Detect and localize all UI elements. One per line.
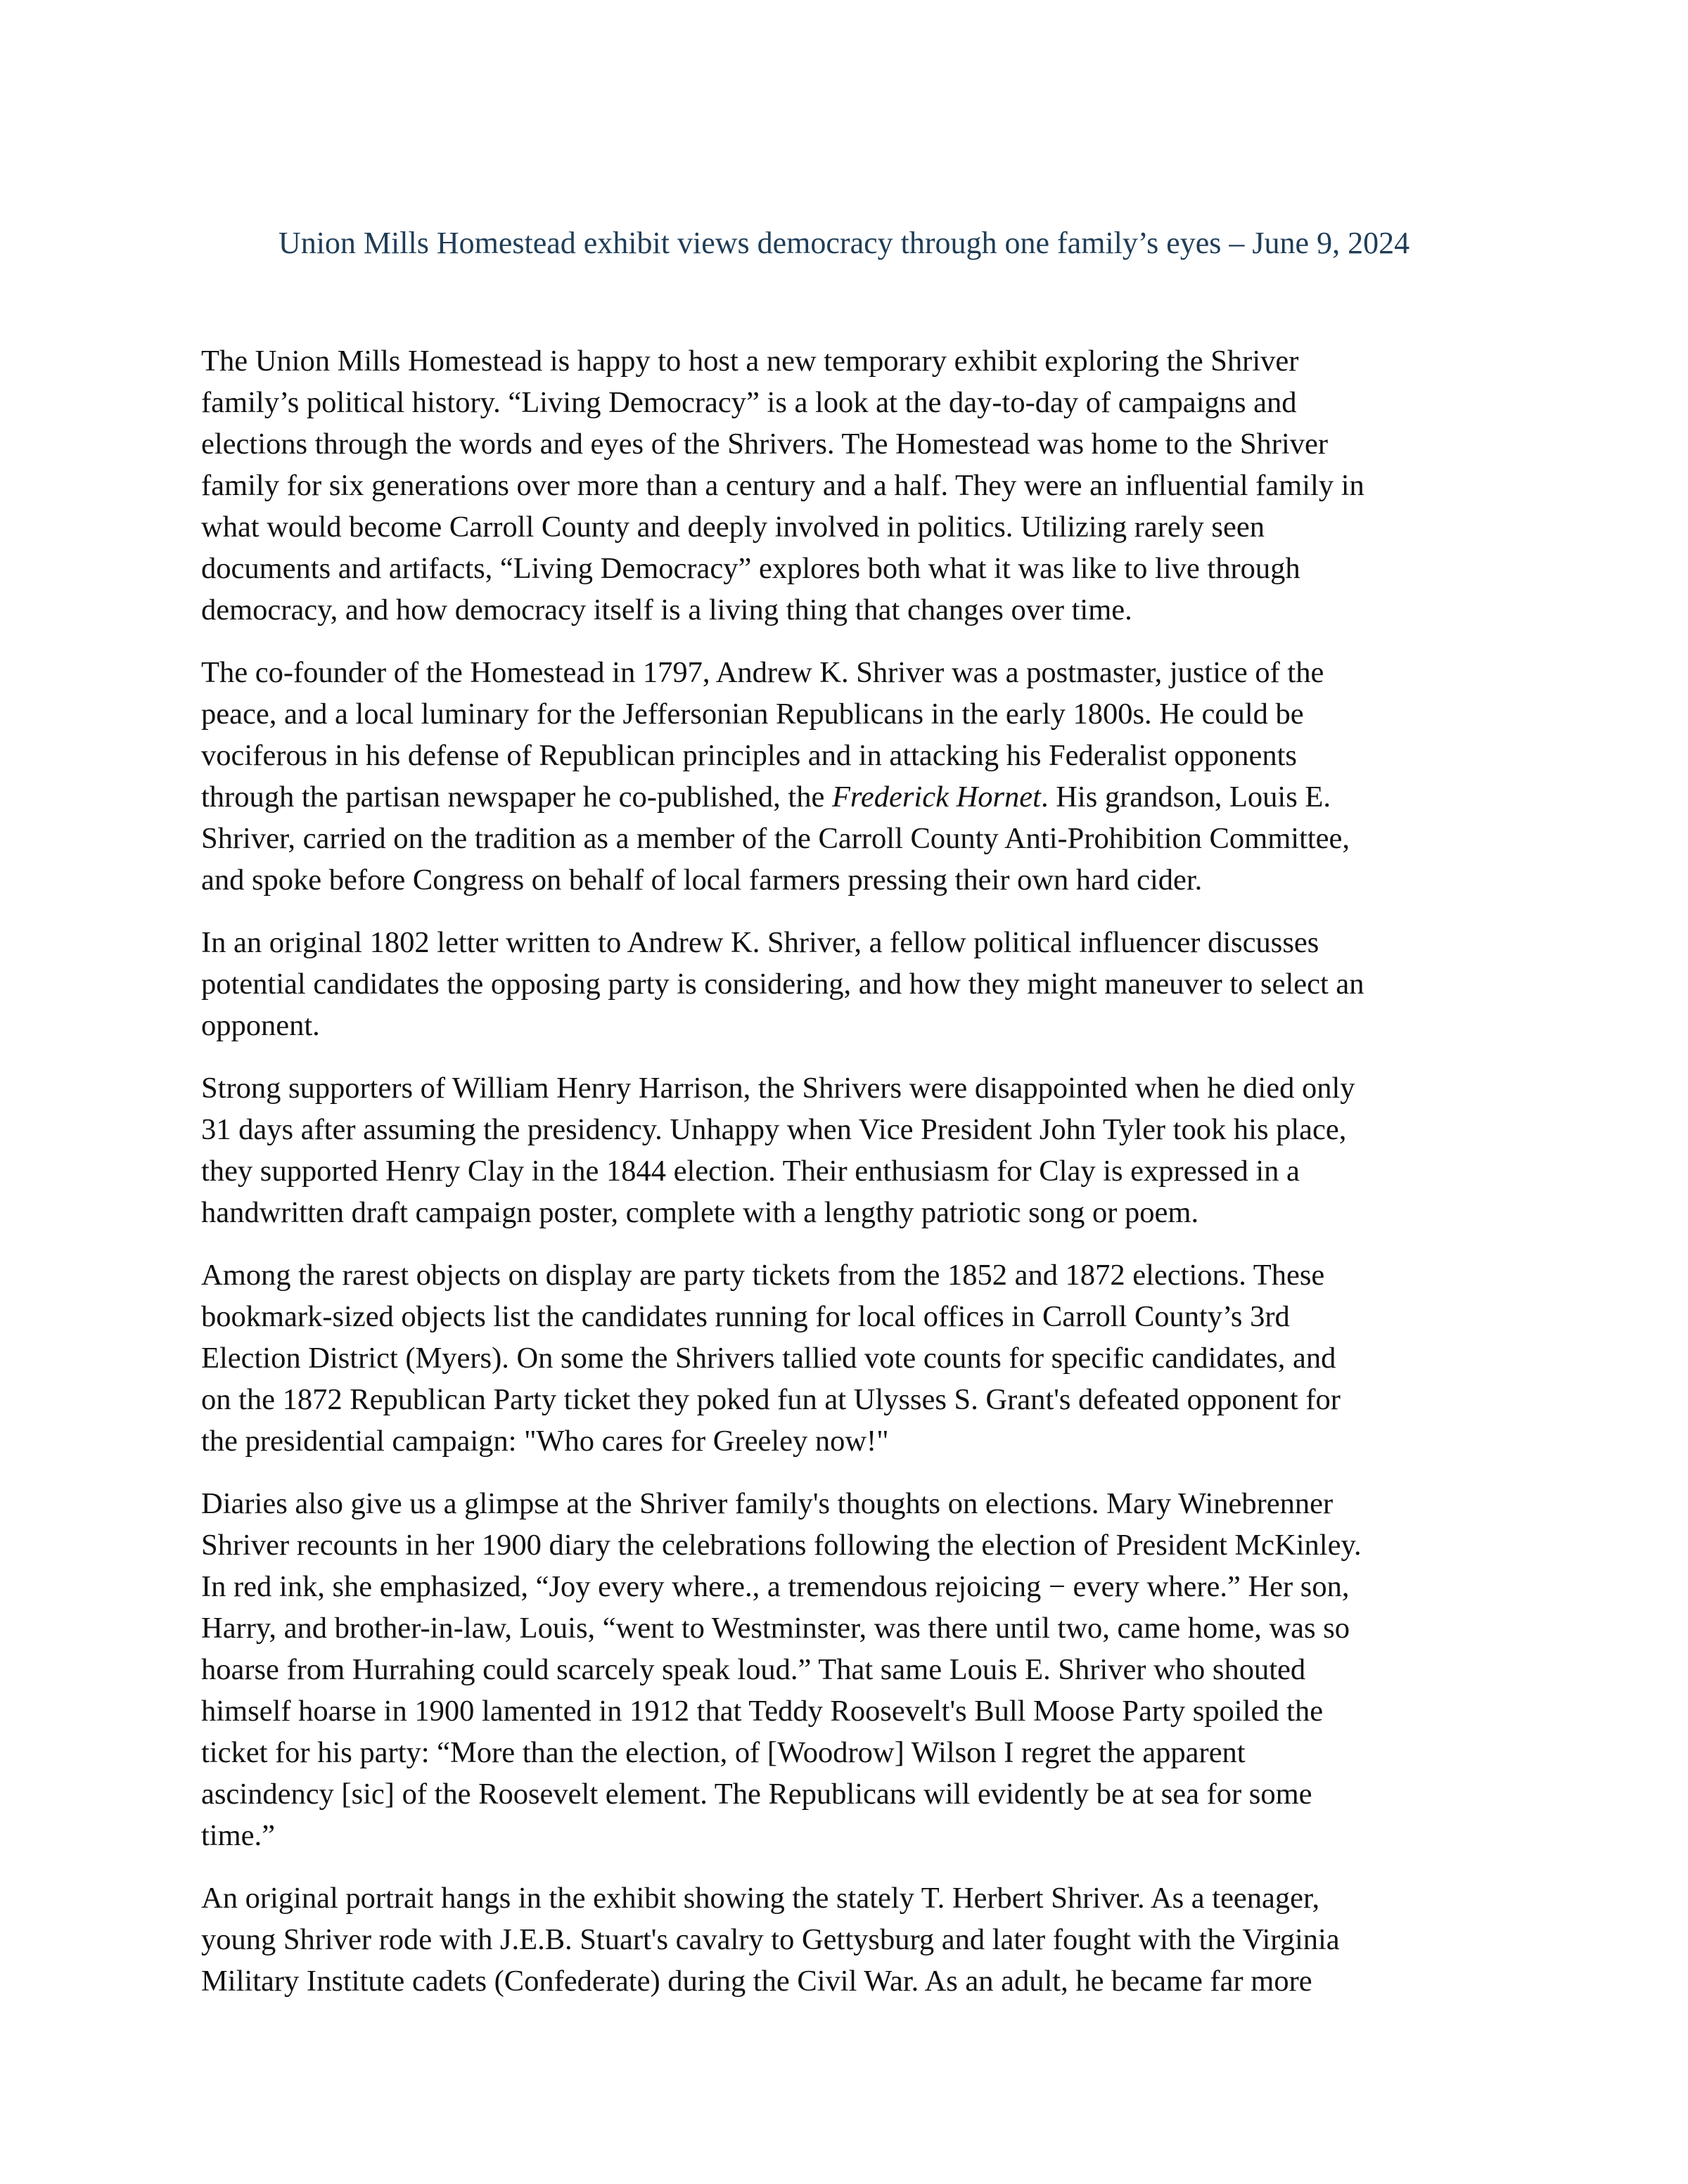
text-line: ticket for his party: “More than the election, of [Woodrow] Wilson I regret the apparent [201, 1736, 1246, 1769]
text-line: Election District (Myers). On some the Shrivers tallied vote counts for specific candidates, and [201, 1342, 1336, 1375]
text-segment: . His grandson, Louis E. [1040, 781, 1331, 814]
text-line: potential candidates the opposing party is considering, and how they might maneuver to select an [201, 968, 1364, 1001]
text-line: Among the rarest objects on display are party tickets from the 1852 and 1872 elections. These [201, 1259, 1325, 1292]
text-line: An original portrait hangs in the exhibit showing the stately T. Herbert Shriver. As a teenager, [201, 1882, 1320, 1915]
text-line: himself hoarse in 1900 lamented in 1912 that Teddy Roosevelt's Bull Moose Party spoiled the [201, 1695, 1324, 1728]
text-line: peace, and a local luminary for the Jeffersonian Republicans in the early 1800s. He could be [201, 698, 1304, 731]
paragraph-party-tickets [201, 1254, 1502, 1462]
text-line: on the 1872 Republican Party ticket they poked fun at Ulysses S. Grant's defeated opponent for [201, 1383, 1341, 1416]
text-line [201, 776, 1502, 818]
text-line: family’s political history. “Living Democracy” is a look at the day-to-day of campaigns and [201, 386, 1297, 419]
text-line: Strong supporters of William Henry Harrison, the Shrivers were disappointed when he died only [201, 1072, 1355, 1105]
article-body [201, 340, 1502, 2023]
paragraph-portrait [201, 1877, 1502, 2002]
text-line: ascindency [sic] of the Roosevelt element. The Republicans will evidently be at sea for some [201, 1778, 1312, 1811]
paragraph-intro [201, 340, 1502, 631]
text-line: the presidential campaign: "Who cares for Greeley now!" [201, 1425, 889, 1458]
text-line: bookmark-sized objects list the candidates running for local offices in Carroll County’s 3rd [201, 1300, 1290, 1333]
paragraph-diaries [201, 1483, 1502, 1856]
newspaper-title: Frederick Hornet [831, 781, 1041, 814]
text-line: Harry, and brother-in-law, Louis, “went to Westminster, was there until two, came home, was so [201, 1612, 1350, 1645]
paragraph-harrison-clay [201, 1067, 1502, 1233]
text-line: handwritten draft campaign poster, complete with a lengthy patriotic song or poem. [201, 1196, 1199, 1229]
text-line: family for six generations over more than a century and a half. They were an influential family in [201, 469, 1364, 502]
text-line: The co-founder of the Homestead in 1797, Andrew K. Shriver was a postmaster, justice of the [201, 656, 1324, 689]
text-line: Military Institute cadets (Confederate) during the Civil War. As an adult, he became far more [201, 1965, 1312, 1998]
paragraph-andrew-shriver [201, 652, 1502, 901]
text-line: democracy, and how democracy itself is a living thing that changes over time. [201, 593, 1132, 627]
text-line: documents and artifacts, “Living Democracy” explores both what it was like to live through [201, 552, 1300, 585]
text-line: young Shriver rode with J.E.B. Stuart's cavalry to Gettysburg and later fought with the Virginia [201, 1923, 1340, 1956]
text-line: Diaries also give us a glimpse at the Shriver family's thoughts on elections. Mary Winebrenner [201, 1487, 1334, 1520]
text-line: In an original 1802 letter written to Andrew K. Shriver, a fellow political influencer discusses [201, 926, 1319, 959]
text-line: In red ink, she emphasized, “Joy every where., a tremendous rejoicing − every where.” Her son, [201, 1570, 1350, 1603]
text-line: and spoke before Congress on behalf of local farmers pressing their own hard cider. [201, 863, 1203, 897]
text-line: hoarse from Hurrahing could scarcely speak loud.” That same Louis E. Shriver who shouted [201, 1653, 1306, 1686]
text-line: vociferous in his defense of Republican principles and in attacking his Federalist opponents [201, 739, 1297, 772]
text-line: time.” [201, 1819, 276, 1852]
text-line: they supported Henry Clay in the 1844 election. Their enthusiasm for Clay is expressed in a [201, 1155, 1300, 1188]
text-segment: through the partisan newspaper he co-published, the [201, 781, 832, 814]
article-title: Union Mills Homestead exhibit views democracy through one family’s eyes – June 9, 2024 [278, 226, 1410, 260]
text-line: opponent. [201, 1009, 320, 1042]
text-line: 31 days after assuming the presidency. Unhappy when Vice President John Tyler took his place, [201, 1113, 1347, 1146]
paragraph-1802-letter [201, 922, 1502, 1046]
text-line: elections through the words and eyes of the Shrivers. The Homestead was home to the Shriver [201, 428, 1329, 461]
text-line: Shriver recounts in her 1900 diary the celebrations following the election of President McKinley. [201, 1529, 1362, 1562]
text-line: The Union Mills Homestead is happy to host a new temporary exhibit exploring the Shriver [201, 345, 1299, 378]
text-line: what would become Carroll County and deeply involved in politics. Utilizing rarely seen [201, 510, 1265, 544]
text-line: Shriver, carried on the tradition as a member of the Carroll County Anti-Prohibition Committee, [201, 822, 1350, 855]
